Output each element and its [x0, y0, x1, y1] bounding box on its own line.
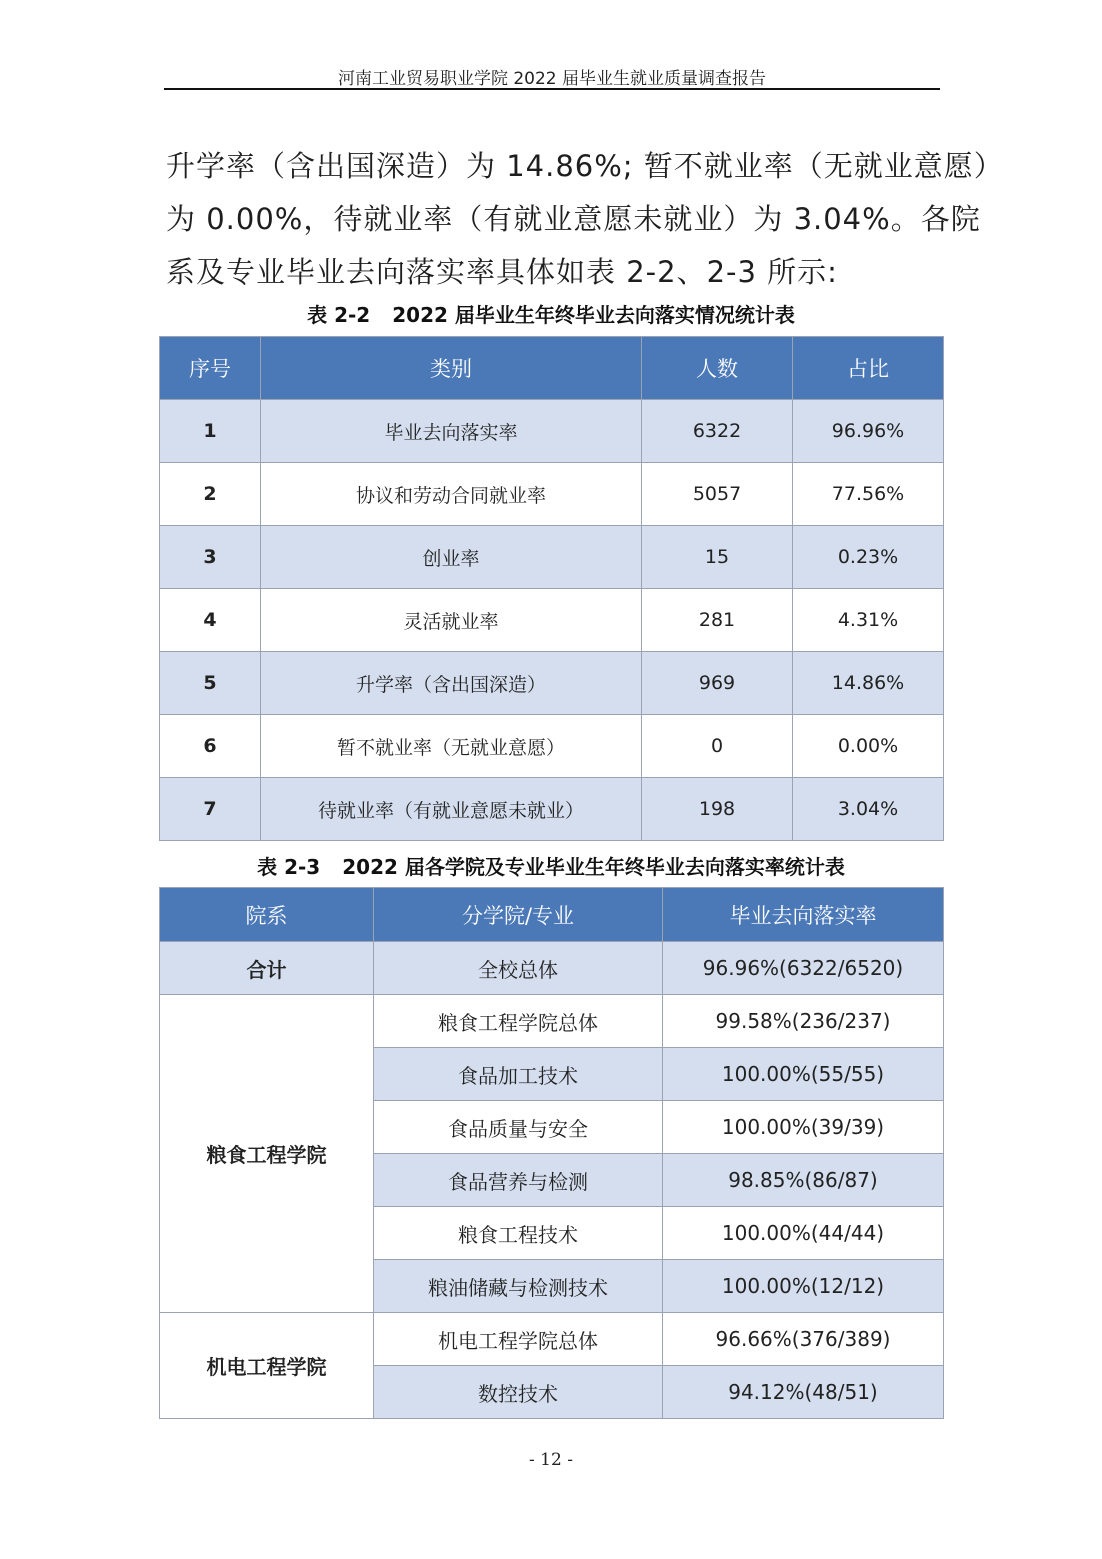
row-rate: 99.58%(236/237)	[663, 995, 944, 1048]
table-row-total	[160, 942, 944, 995]
table-2-3-title: 2022 届各学院及专业毕业生年终毕业去向落实率统计表	[342, 855, 845, 879]
table-2-2-title: 2022 届毕业生年终毕业去向落实情况统计表	[392, 303, 795, 327]
table-2-2-number: 表 2-2	[307, 303, 371, 327]
row-major: 粮食工程学院总体	[374, 995, 663, 1048]
running-header: 河南工业贸易职业学院 2022 届毕业生就业质量调查报告	[337, 69, 767, 89]
row-ratio: 0.23%	[793, 526, 944, 589]
row-count: 198	[642, 778, 793, 841]
col-header-rate: 毕业去向落实率	[663, 888, 944, 942]
department-cell: 机电工程学院	[160, 1313, 374, 1419]
row-ratio: 96.96%	[793, 400, 944, 463]
row-rate: 100.00%(39/39)	[663, 1101, 944, 1154]
row-rate: 100.00%(44/44)	[663, 1207, 944, 1260]
paragraph-line-1: 升学率（含出国深造）为 14.86%; 暂不就业率（无就业意愿）	[166, 149, 1004, 183]
row-index: 5	[160, 652, 261, 715]
row-category: 待就业率（有就业意愿未就业）	[261, 778, 642, 841]
paragraph-line-2: 为 0.00%，待就业率（有就业意愿未就业）为 3.04%。各院	[166, 202, 981, 236]
table-row	[160, 778, 944, 841]
row-major: 机电工程学院总体	[374, 1313, 663, 1366]
table-header-row	[160, 888, 944, 942]
row-count: 6322	[642, 400, 793, 463]
header-divider	[164, 88, 940, 90]
row-major: 食品加工技术	[374, 1048, 663, 1101]
row-ratio: 4.31%	[793, 589, 944, 652]
row-index: 3	[160, 526, 261, 589]
col-header-ratio: 占比	[793, 337, 944, 400]
col-header-major: 分学院/专业	[374, 888, 663, 942]
row-major: 全校总体	[374, 942, 663, 995]
row-count: 281	[642, 589, 793, 652]
row-category: 毕业去向落实率	[261, 400, 642, 463]
row-major: 粮食工程技术	[374, 1207, 663, 1260]
row-category: 升学率（含出国深造）	[261, 652, 642, 715]
table-row	[160, 463, 944, 526]
row-rate: 96.96%(6322/6520)	[663, 942, 944, 995]
table-2-3	[159, 887, 944, 1419]
row-rate: 94.12%(48/51)	[663, 1366, 944, 1419]
department-cell: 粮食工程学院	[160, 995, 374, 1313]
row-index: 4	[160, 589, 261, 652]
table-header-row	[160, 337, 944, 400]
page-number: - 12 -	[529, 1450, 573, 1470]
table-row	[160, 1313, 944, 1366]
row-count: 5057	[642, 463, 793, 526]
paragraph-line-3: 系及专业毕业去向落实率具体如表 2-2、2-3 所示:	[166, 255, 838, 289]
row-category: 创业率	[261, 526, 642, 589]
row-ratio: 77.56%	[793, 463, 944, 526]
table-row	[160, 995, 944, 1048]
col-header-department: 院系	[160, 888, 374, 942]
row-ratio: 3.04%	[793, 778, 944, 841]
body-paragraph	[166, 140, 1004, 299]
row-major: 食品营养与检测	[374, 1154, 663, 1207]
row-rate: 100.00%(55/55)	[663, 1048, 944, 1101]
table-2-2-caption	[0, 299, 1102, 328]
row-index: 6	[160, 715, 261, 778]
row-major: 粮油储藏与检测技术	[374, 1260, 663, 1313]
table-row	[160, 400, 944, 463]
row-major: 数控技术	[374, 1366, 663, 1419]
col-header-category: 类别	[261, 337, 642, 400]
row-category: 灵活就业率	[261, 589, 642, 652]
row-ratio: 0.00%	[793, 715, 944, 778]
row-category: 暂不就业率（无就业意愿）	[261, 715, 642, 778]
row-index: 1	[160, 400, 261, 463]
row-rate: 96.66%(376/389)	[663, 1313, 944, 1366]
row-count: 15	[642, 526, 793, 589]
col-header-count: 人数	[642, 337, 793, 400]
row-index: 2	[160, 463, 261, 526]
row-major: 食品质量与安全	[374, 1101, 663, 1154]
table-row	[160, 715, 944, 778]
row-rate: 100.00%(12/12)	[663, 1260, 944, 1313]
row-category: 协议和劳动合同就业率	[261, 463, 642, 526]
table-row	[160, 526, 944, 589]
table-row	[160, 589, 944, 652]
table-2-3-caption	[0, 851, 1102, 880]
col-header-index: 序号	[160, 337, 261, 400]
total-label: 合计	[160, 942, 374, 995]
table-row	[160, 652, 944, 715]
row-rate: 98.85%(86/87)	[663, 1154, 944, 1207]
row-count: 0	[642, 715, 793, 778]
table-2-3-number: 表 2-3	[257, 855, 321, 879]
table-2-2	[159, 336, 944, 841]
row-index: 7	[160, 778, 261, 841]
row-count: 969	[642, 652, 793, 715]
row-ratio: 14.86%	[793, 652, 944, 715]
